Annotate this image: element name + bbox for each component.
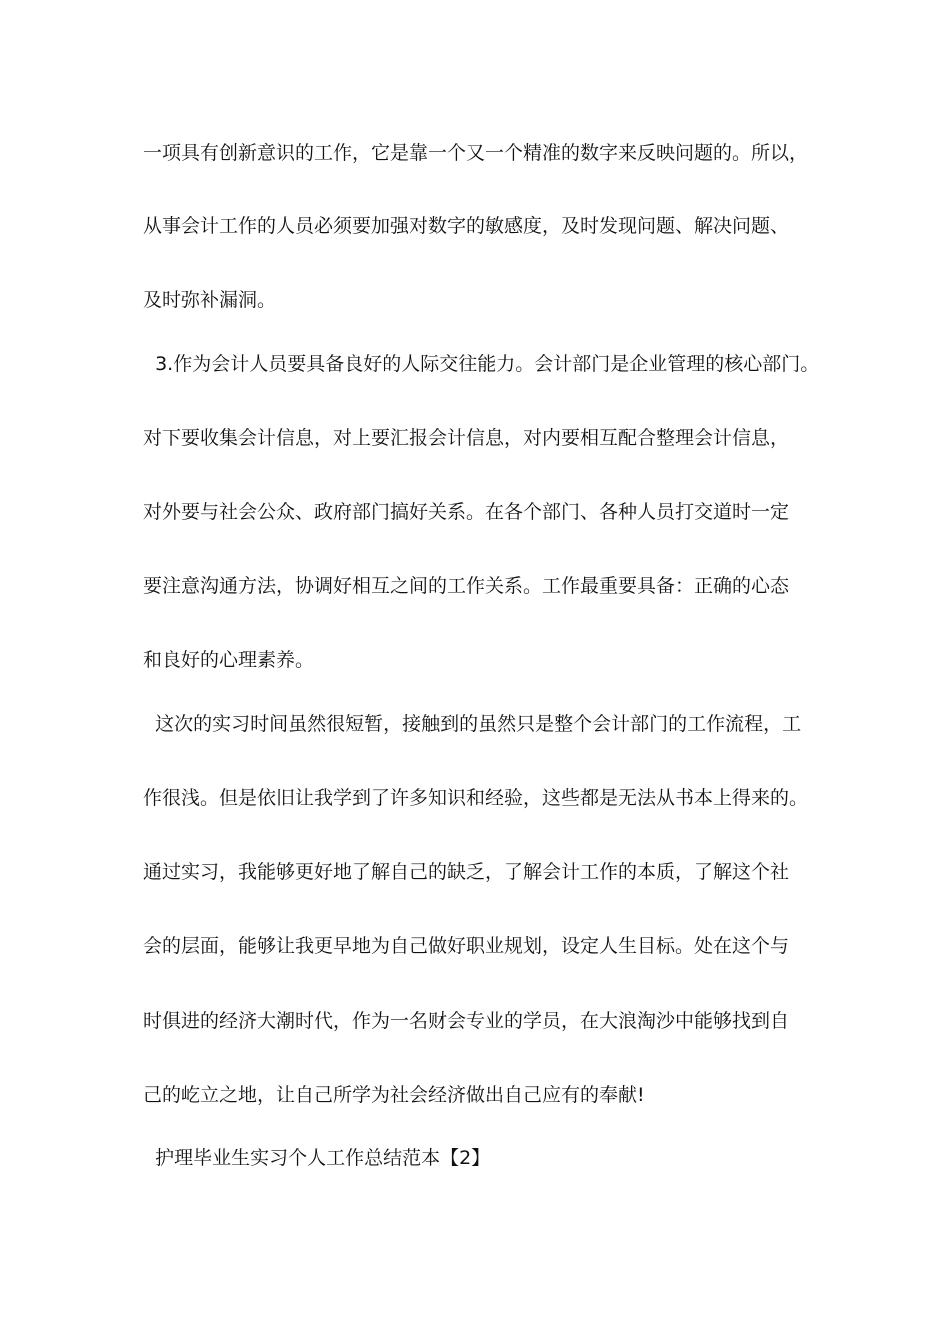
text-line: 一项具有创新意识的工作，它是靠一个又一个精准的数字来反映问题的。所以，	[143, 142, 809, 164]
text-line: 作很浅。但是依旧让我学到了许多知识和经验，这些都是无法从书本上得来的。	[143, 787, 809, 809]
text-line: 对外要与社会公众、政府部门搞好关系。在各个部门、各种人员打交道时一定	[143, 501, 790, 523]
text-line: 和良好的心理素养。	[143, 649, 315, 671]
text-line: 会的层面，能够让我更早地为自己做好职业规划，设定人生目标。处在这个与	[143, 935, 790, 957]
text-line: 3.作为会计人员要具备良好的人际交往能力。会计部门是企业管理的核心部门。	[143, 353, 820, 375]
text-line: 通过实习，我能够更好地了解自己的缺乏，了解会计工作的本质，了解这个社	[143, 861, 790, 883]
text-line: 对下要收集会计信息，对上要汇报会计信息，对内要相互配合整理会计信息，	[143, 427, 790, 449]
text-line: 这次的实习时间虽然很短暂，接触到的虽然只是整个会计部门的工作流程，工	[143, 713, 802, 735]
text-line: 从事会计工作的人员必须要加强对数字的敏感度，及时发现问题、解决问题、	[143, 215, 790, 237]
text-line: 及时弥补漏洞。	[143, 289, 277, 311]
text-line: 要注意沟通方法，协调好相互之间的工作关系。工作最重要具备：正确的心态	[143, 575, 790, 597]
text-line: 时俱进的经济大潮时代，作为一名财会专业的学员，在大浪淘沙中能够找到自	[143, 1010, 790, 1032]
text-line: 己的屹立之地，让自己所学为社会经济做出自己应有的奉献!	[143, 1084, 645, 1106]
section-heading: 护理毕业生实习个人工作总结范本【2】	[143, 1147, 491, 1169]
